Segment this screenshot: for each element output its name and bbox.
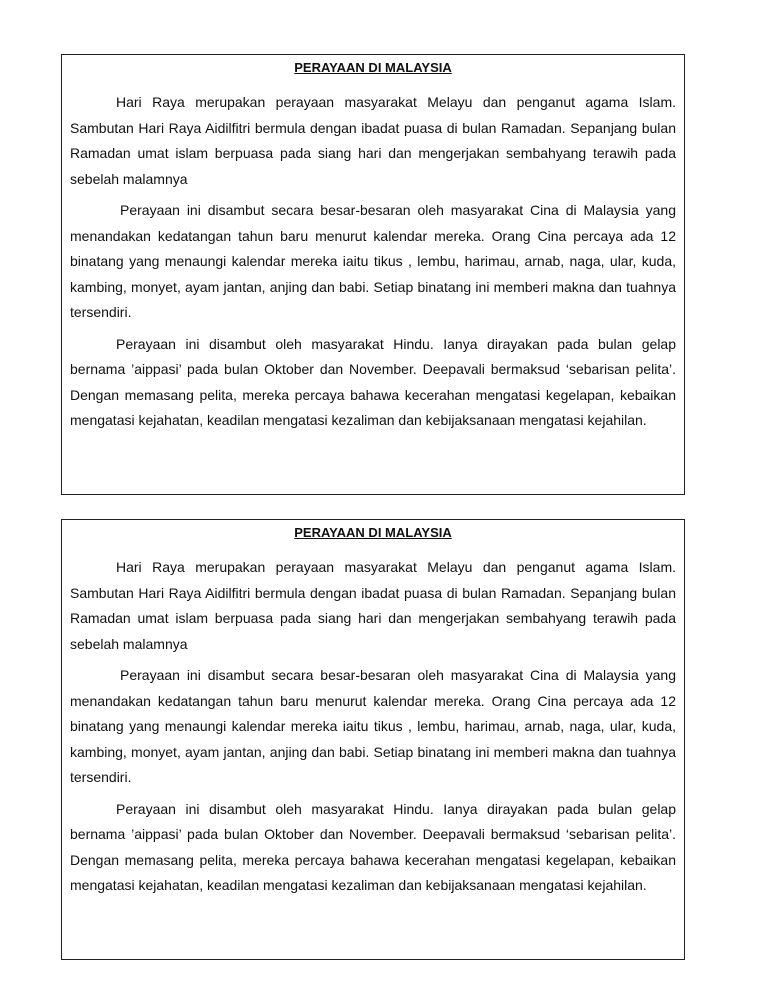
paragraph-tahun-baru-cina (70, 198, 676, 326)
paragraph-text: Perayaan ini disambut oleh masyarakat Hindu. Ianya dirayakan pada bulan gelap bernama ’aippasi’ pada bulan Oktober dan November. Deepavali bermaksud ‘sebarisan pelita’. Dengan memasang pelita, mereka percaya bahawa kecerahan mengatasi kegelapan, kebaikan mengatasi kejahatan, keadilan mengatasi kezaliman dan kebijaksanaan mengatasi kejahilan. (70, 800, 676, 893)
document-box-2 (61, 519, 685, 960)
paragraph-deepavali (70, 797, 676, 899)
paragraph-text: Perayaan ini disambut oleh masyarakat Hindu. Ianya dirayakan pada bulan gelap bernama ’aippasi’ pada bulan Oktober dan November. Deepavali bermaksud ‘sebarisan pelita’. Dengan memasang pelita, mereka percaya bahawa kecerahan mengatasi kegelapan, kebaikan mengatasi kejahatan, keadilan mengatasi kezaliman dan kebijaksanaan mengatasi kejahilan. (70, 335, 676, 428)
paragraph-hari-raya (70, 555, 676, 657)
paragraph-deepavali (70, 332, 676, 434)
paragraph-text: Perayaan ini disambut secara besar-besaran oleh masyarakat Cina di Malaysia yang menandakan kedatangan tahun baru menurut kalendar mereka. Orang Cina percaya ada 12 binatang yang menaungi kalendar mereka iaitu tikus , lembu, harimau, arnab, naga, ular, kuda, kambing, monyet, ayam jantan, anjing dan babi. Setiap binatang ini memberi makna dan tuahnya tersendiri. (70, 667, 676, 785)
paragraph-hari-raya (70, 90, 676, 192)
paragraph-text: Hari Raya merupakan perayaan masyarakat Melayu dan penganut agama Islam. Sambutan Hari Raya Aidilfitri bermula dengan ibadat puasa di bulan Ramadan. Sepanjang bulan Ramadan umat islam berpuasa pada siang hari dan mengerjakan sembahyang terawih pada sebelah malamnya (70, 559, 676, 652)
paragraph-tahun-baru-cina (70, 663, 676, 791)
document-title: PERAYAAN DI MALAYSIA (294, 60, 452, 75)
document-box-1 (61, 54, 685, 495)
document-title: PERAYAAN DI MALAYSIA (294, 525, 452, 540)
paragraph-text: Perayaan ini disambut secara besar-besaran oleh masyarakat Cina di Malaysia yang menandakan kedatangan tahun baru menurut kalendar mereka. Orang Cina percaya ada 12 binatang yang menaungi kalendar mereka iaitu tikus , lembu, harimau, arnab, naga, ular, kuda, kambing, monyet, ayam jantan, anjing dan babi. Setiap binatang ini memberi makna dan tuahnya tersendiri. (70, 202, 676, 320)
paragraph-text: Hari Raya merupakan perayaan masyarakat Melayu dan penganut agama Islam. Sambutan Hari Raya Aidilfitri bermula dengan ibadat puasa di bulan Ramadan. Sepanjang bulan Ramadan umat islam berpuasa pada siang hari dan mengerjakan sembahyang terawih pada sebelah malamnya (70, 94, 676, 187)
